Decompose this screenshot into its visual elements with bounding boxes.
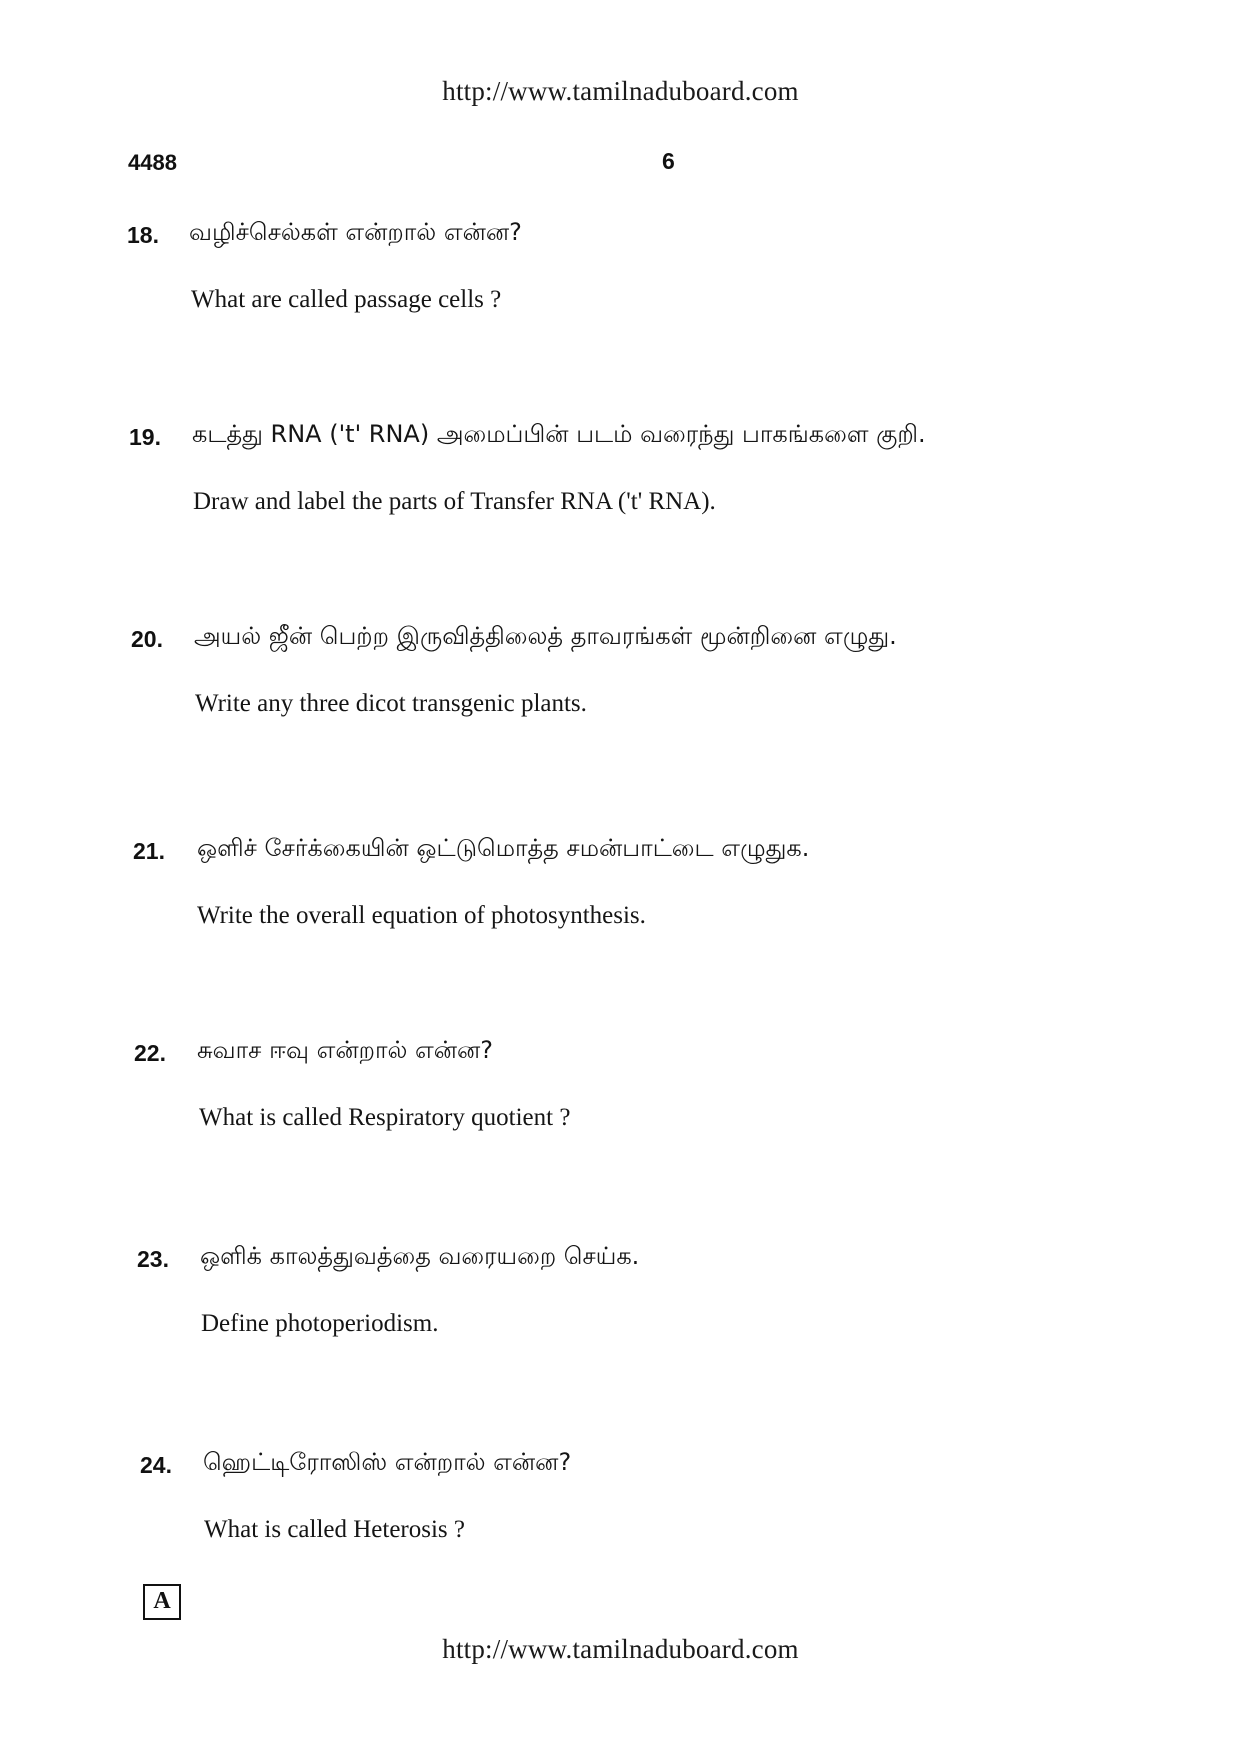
booklet-series-box: A [143,1584,181,1620]
question-number: 24. [140,1452,172,1478]
question-number: 23. [137,1246,169,1272]
question-number: 19. [129,424,161,450]
question-tamil-text: ஒளிக் காலத்துவத்தை வரையறை செய்க. [200,1242,640,1270]
question-number: 18. [127,222,159,248]
paper-code: 4488 [128,150,177,175]
header-url[interactable]: http://www.tamilnaduboard.com [442,76,799,106]
question-number: 22. [134,1040,166,1066]
question-tamil-text: ஒளிச் சேர்க்கையின் ஒட்டுமொத்த சமன்பாட்டை எழுதுக. [197,834,810,862]
question-tamil-text: வழிச்செல்கள் என்றால் என்ன? [189,218,522,246]
question-english-text: What are called passage cells ? [191,286,502,313]
question-english-text: Write any three dicot transgenic plants. [195,690,587,717]
question-number: 21. [133,838,165,864]
question-english-text: What is called Respiratory quotient ? [199,1104,571,1131]
question-english-text: Write the overall equation of photosynthesis. [197,902,646,929]
question-english-text: Draw and label the parts of Transfer RNA ('t' RNA). [193,488,716,515]
question-english-text: What is called Heterosis ? [204,1516,466,1543]
question-number: 20. [131,626,163,652]
question-tamil-text: சுவாச ஈவு என்றால் என்ன? [197,1036,494,1064]
question-tamil-text: ஹெட்டிரோஸிஸ் என்றால் என்ன? [203,1448,572,1476]
page-number: 6 [662,148,675,174]
question-tamil-text: அயல் ஜீன் பெற்ற இருவித்திலைத் தாவரங்கள் மூன்றினை எழுது. [194,622,897,650]
question-english-text: Define photoperiodism. [201,1310,439,1337]
footer-url[interactable]: http://www.tamilnaduboard.com [442,1634,799,1664]
question-tamil-text: கடத்து RNA ('t' RNA) அமைப்பின் படம் வரைந்து பாகங்களை குறி. [192,420,926,448]
